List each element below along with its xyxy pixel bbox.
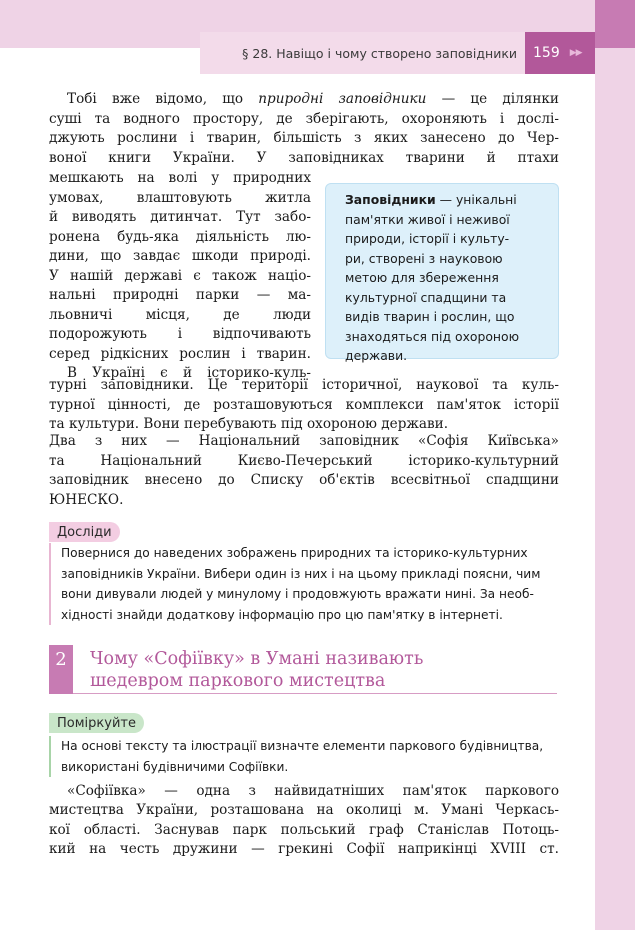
wrap-line: льовничі місця, де люди	[49, 306, 311, 323]
section-heading: § 28. Навіщо і чому створено заповідники	[242, 45, 517, 61]
section-title	[90, 648, 423, 692]
think-task	[49, 736, 559, 777]
wrap-line: й виводять дитинчат. Тут забо-	[49, 209, 311, 225]
intro-paragraph	[49, 90, 559, 169]
wrap-line: мешкають на волі у природних	[49, 170, 311, 186]
sofiyivka-paragraph	[49, 782, 559, 860]
unesco-line: Два з них — Національний заповідник «Софія Київська»	[49, 433, 559, 449]
definition-line: природи, історії і культу-	[345, 231, 510, 246]
think-tag	[49, 713, 144, 733]
sofiyivka-line: кої області. Заснував парк польський граф Станіслав Потоць-	[49, 821, 559, 838]
definition-term: Заповідники	[345, 192, 436, 207]
definition-line: метою для збереження	[345, 270, 499, 285]
continuation-line: турної цінності, де розташовуються комплекси пам'яток історії	[49, 396, 559, 413]
page-number: 159	[533, 45, 560, 61]
running-header	[200, 32, 525, 74]
wrap-text-column	[49, 169, 311, 384]
sofiyivka-line: кий на честь дружини — грекині Софії наприкінці XVIII ст.	[49, 841, 559, 858]
section-number: 2	[49, 645, 73, 694]
term-italic: природні заповідники	[258, 91, 427, 107]
right-strip-top	[595, 0, 635, 48]
think-label: Поміркуйте	[57, 715, 136, 731]
right-margin-strip	[595, 48, 635, 930]
definition-line: держави.	[345, 348, 408, 363]
definition-line: ри, створені з науковою	[345, 250, 503, 266]
explore-line: хідності знайди додаткову інформацію про цю пам'ятку в інтернеті.	[61, 607, 503, 622]
intro-line: суші та водного простору, де зберігають, охороняють і дослі-	[49, 110, 559, 127]
sofiyivka-line: «Софіївка» — одна з найвидатніших пам'яток паркового	[67, 783, 559, 799]
continuation-line: та культури. Вони перебувають під охороною держави.	[49, 416, 449, 433]
wrap-line: умовах, влаштовують житла	[49, 189, 311, 206]
definition-box	[325, 183, 559, 363]
wrap-line: ронена будь-яка діяльність лю-	[49, 228, 311, 245]
unesco-line: ЮНЕСКО.	[49, 492, 124, 509]
wrap-line: нальні природні парки — ма-	[49, 287, 311, 303]
section-divider	[73, 693, 557, 694]
definition-line: знаходяться під охороною	[345, 328, 520, 344]
wrap-line: В Україні є й історико-куль-	[67, 365, 311, 381]
sofiyivka-line: мистецтва України, розташована на околиці м. Умані Черкась-	[49, 802, 559, 819]
think-line: На основі тексту та ілюстрації визначте елементи паркового будівництва,	[61, 739, 544, 753]
next-arrows-icon: ▶▶	[569, 48, 582, 58]
explore-tag	[49, 522, 120, 542]
unesco-line: та Національний Києво-Печерський історико-культурний	[49, 452, 559, 469]
section-title-line: шедевром паркового мистецтва	[90, 671, 386, 691]
definition-line: культурної спадщини та	[345, 289, 507, 305]
explore-label: Досліди	[57, 524, 112, 540]
explore-task	[49, 543, 559, 625]
continuation-paragraph	[49, 376, 559, 435]
unesco-paragraph	[49, 432, 559, 511]
definition-line: пам'ятки живої і неживої	[345, 211, 510, 227]
intro-line: джують рослини і тварин, більшість з яких занесено до Чер-	[49, 130, 559, 147]
intro-line: Тобі вже відомо, що природні заповідники — це ділянки	[67, 91, 559, 107]
wrap-line: подорожують і відпочивають	[49, 326, 311, 342]
think-line: використані будівничими Софіївки.	[61, 759, 289, 774]
explore-line: заповідників України. Вибери один із них і на цьому прикладі поясни, чим	[61, 566, 541, 581]
definition-line: Заповідники — унікальні	[345, 192, 517, 207]
intro-line: воної книги України. У заповідниках тварини й птахи	[49, 150, 559, 167]
explore-line: Повернися до наведених зображень природних та історико-культурних	[61, 546, 528, 560]
wrap-line: У нашій державі є також націо-	[49, 267, 311, 284]
definition-line: видів тварин і рослин, що	[345, 309, 515, 324]
wrap-line: серед рідкісних рослин і тварин.	[49, 345, 311, 362]
explore-line: вони дивували людей у минулому і продовжують вражати нині. За необ-	[61, 587, 534, 601]
wrap-line: дини, що завдає шкоди природі.	[49, 248, 311, 264]
continuation-line: турні заповідники. Це території історичної, наукової та куль-	[49, 377, 559, 393]
section-title-line: Чому «Софіївку» в Умані називають	[90, 649, 424, 669]
page-number-box	[525, 32, 595, 74]
unesco-line: заповідник внесено до Списку об'єктів всесвітньої спадщини	[49, 472, 559, 489]
